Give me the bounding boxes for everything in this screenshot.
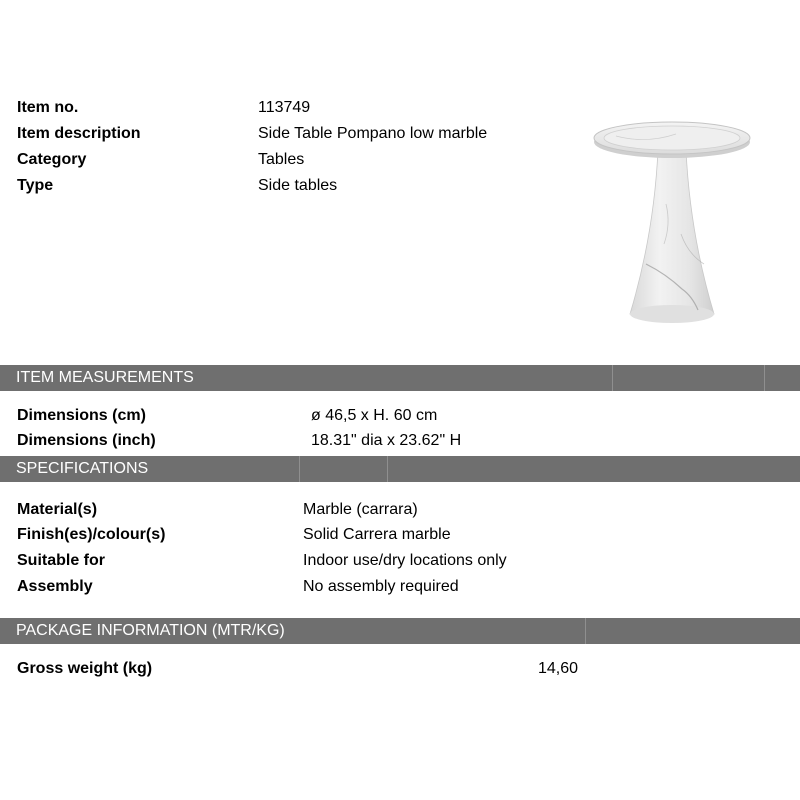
dimensions-cm-value: ø 46,5 x H. 60 cm — [311, 407, 438, 424]
item-description-label: Item description — [17, 125, 141, 142]
section-header-package-information — [0, 618, 800, 644]
section-title: PACKAGE INFORMATION (MTR/KG) — [16, 622, 285, 639]
dimensions-inch-label: Dimensions (inch) — [17, 432, 156, 449]
assembly-label: Assembly — [17, 578, 93, 595]
bar-divider — [585, 618, 586, 644]
dimensions-cm-label: Dimensions (cm) — [17, 407, 146, 424]
bar-divider — [612, 365, 613, 391]
category-value: Tables — [258, 151, 305, 168]
type-value: Side tables — [258, 177, 338, 194]
section-header-item-measurements — [0, 365, 800, 391]
material-value: Marble (carrara) — [303, 501, 418, 518]
dimensions-inch-value: 18.31" dia x 23.62" H — [311, 432, 462, 449]
section-header-specifications — [0, 456, 800, 482]
assembly-value: No assembly required — [303, 578, 459, 595]
type-label: Type — [17, 177, 54, 194]
section-title: SPECIFICATIONS — [16, 460, 149, 477]
marble-side-table-image — [586, 114, 758, 330]
item-no-value: 113749 — [258, 99, 311, 116]
category-label: Category — [17, 151, 87, 168]
bar-divider — [387, 456, 388, 482]
suitable-for-label: Suitable for — [17, 552, 106, 569]
gross-weight-label: Gross weight (kg) — [17, 660, 153, 677]
suitable-for-value: Indoor use/dry locations only — [303, 552, 507, 569]
section-title: ITEM MEASUREMENTS — [16, 369, 194, 386]
material-label: Material(s) — [17, 501, 98, 518]
item-description-value: Side Table Pompano low marble — [258, 125, 488, 142]
finish-label: Finish(es)/colour(s) — [17, 526, 166, 543]
bar-divider — [764, 365, 765, 391]
bar-divider — [299, 456, 300, 482]
finish-value: Solid Carrera marble — [303, 526, 451, 543]
gross-weight-value: 14,60 — [538, 660, 579, 677]
item-no-label: Item no. — [17, 99, 79, 116]
